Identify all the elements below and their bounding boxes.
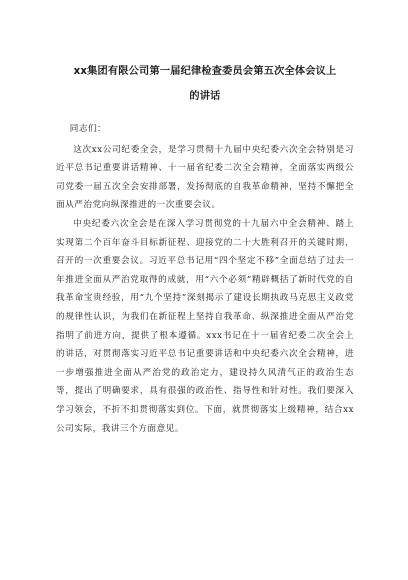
title-line-1: xx集团有限公司第一届纪律检查委员会第五次全体会议上 (73, 66, 337, 77)
document-title (56, 62, 354, 106)
title-line-2: 的讲话 (189, 91, 221, 102)
document-body (56, 120, 354, 438)
salutation: 同志们： (69, 124, 107, 134)
paragraph-2: 中央纪委六次全会是在深入学习贯彻党的十九届六中全会精神、踏上实现第二个百年奋斗目标新征程、迎接党的二十大胜利召开的关键时期，召开的一次重要会议。习近平总书记用“四个坚定不移”全面总结了过去一年推进全面从严治党取得的成就，用“六个必须”精辟概括了新时代党的自我革命宝贵经验，用“九个坚持”深刻揭示了建设长期执政马克思主义政党的规律性认识，为我们在新征程上坚持自我革命、纵深推进全面从严治党指明了前进方向，提供了根本遵循。xxx书记在十一届省纪委二次全会上的讲话，对贯彻落实习近平总书记重要讲话和中央纪委六次全会精神，进一步增强推进全面从严治党的政治定力，建设持久风清气正的政治生态等，提出了明确要求，具有很强的政治性、指导性和针对性。我们要深入学习领会，不折不扣贯彻落实到位。下面，就贯彻落实上级精神，结合xx公司实际，我讲三个方面意见。 (56, 218, 354, 434)
paragraph-1: 这次xx公司纪委全会，是学习贯彻十九届中央纪委六次全会特别是习近平总书记重要讲话精神、十一届省纪委二次全会精神，全面落实两级公司党委一届五次全会安排部署，发扬彻底的自我革命精神，坚持不懈把全面从严治党向纵深推进的一次重要会议。 (56, 144, 354, 211)
